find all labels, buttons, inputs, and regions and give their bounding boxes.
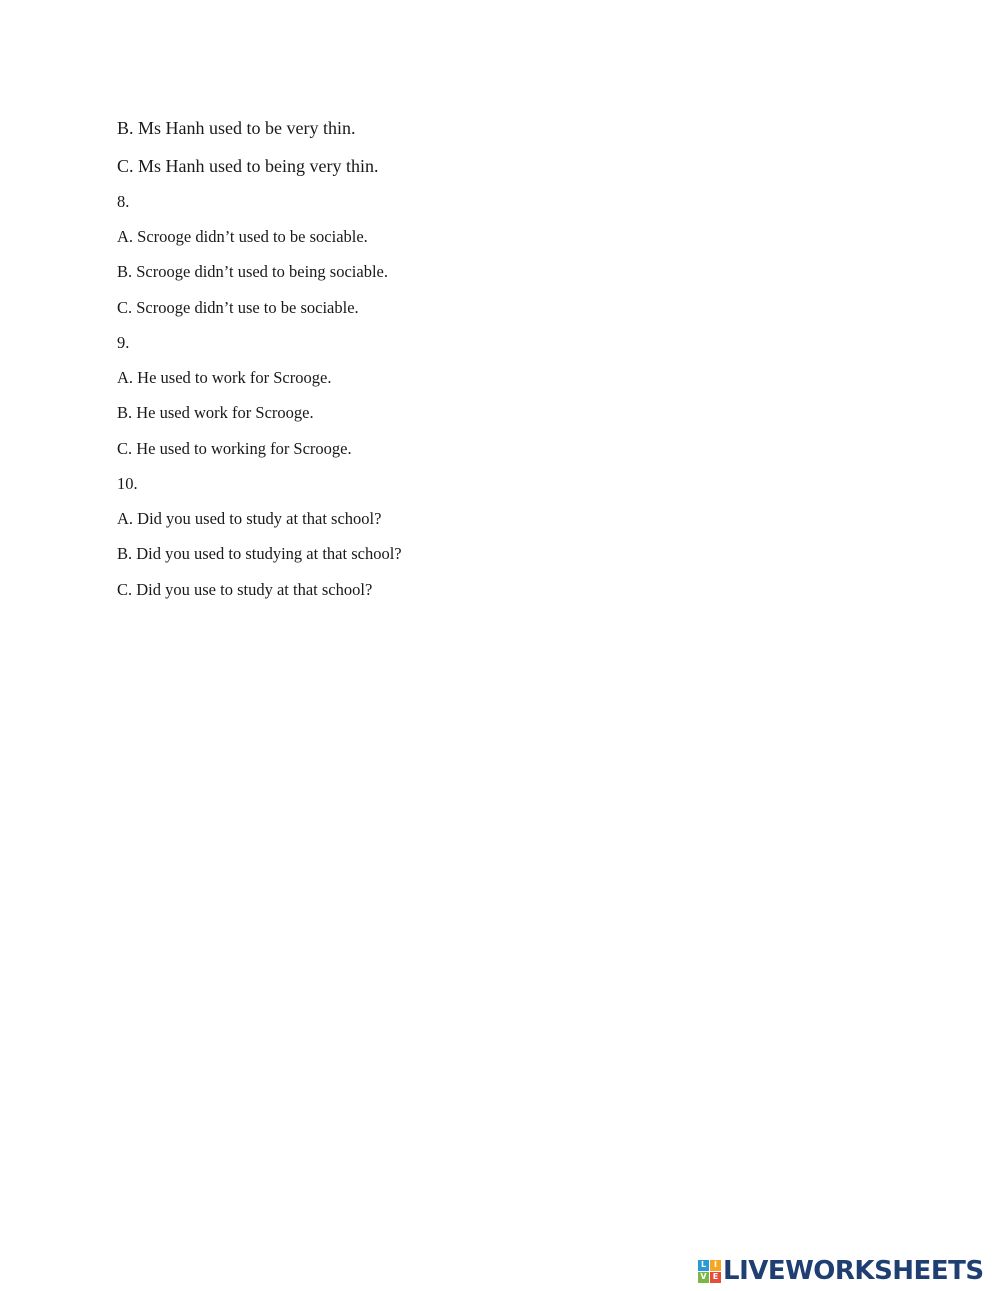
option-9b: B. He used work for Scrooge. (117, 403, 314, 422)
liveworksheets-logo (698, 1258, 984, 1284)
logo-mark-icon (698, 1260, 721, 1283)
question-number-9: 9. (117, 333, 130, 352)
logo-letter-l: L (698, 1260, 709, 1271)
option-10c: C. Did you use to study at that school? (117, 580, 373, 599)
option-10a: A. Did you used to study at that school? (117, 509, 382, 528)
option-8b: B. Scrooge didn’t used to being sociable. (117, 262, 388, 281)
option-10b: B. Did you used to studying at that school? (117, 544, 402, 563)
option-7b: B. Ms Hanh used to be very thin. (117, 118, 356, 138)
logo-letter-i: I (710, 1260, 721, 1271)
question-number-8: 8. (117, 192, 130, 211)
logo-wordmark: LIVEWORKSHEETS (723, 1256, 984, 1286)
logo-letter-v: V (698, 1272, 709, 1283)
option-7c: C. Ms Hanh used to being very thin. (117, 156, 379, 176)
option-9c: C. He used to working for Scrooge. (117, 439, 352, 458)
option-8c: C. Scrooge didn’t use to be sociable. (117, 298, 359, 317)
option-9a: A. He used to work for Scrooge. (117, 368, 332, 387)
logo-letter-e: E (710, 1272, 721, 1283)
question-number-10: 10. (117, 474, 138, 493)
option-8a: A. Scrooge didn’t used to be sociable. (117, 227, 368, 246)
